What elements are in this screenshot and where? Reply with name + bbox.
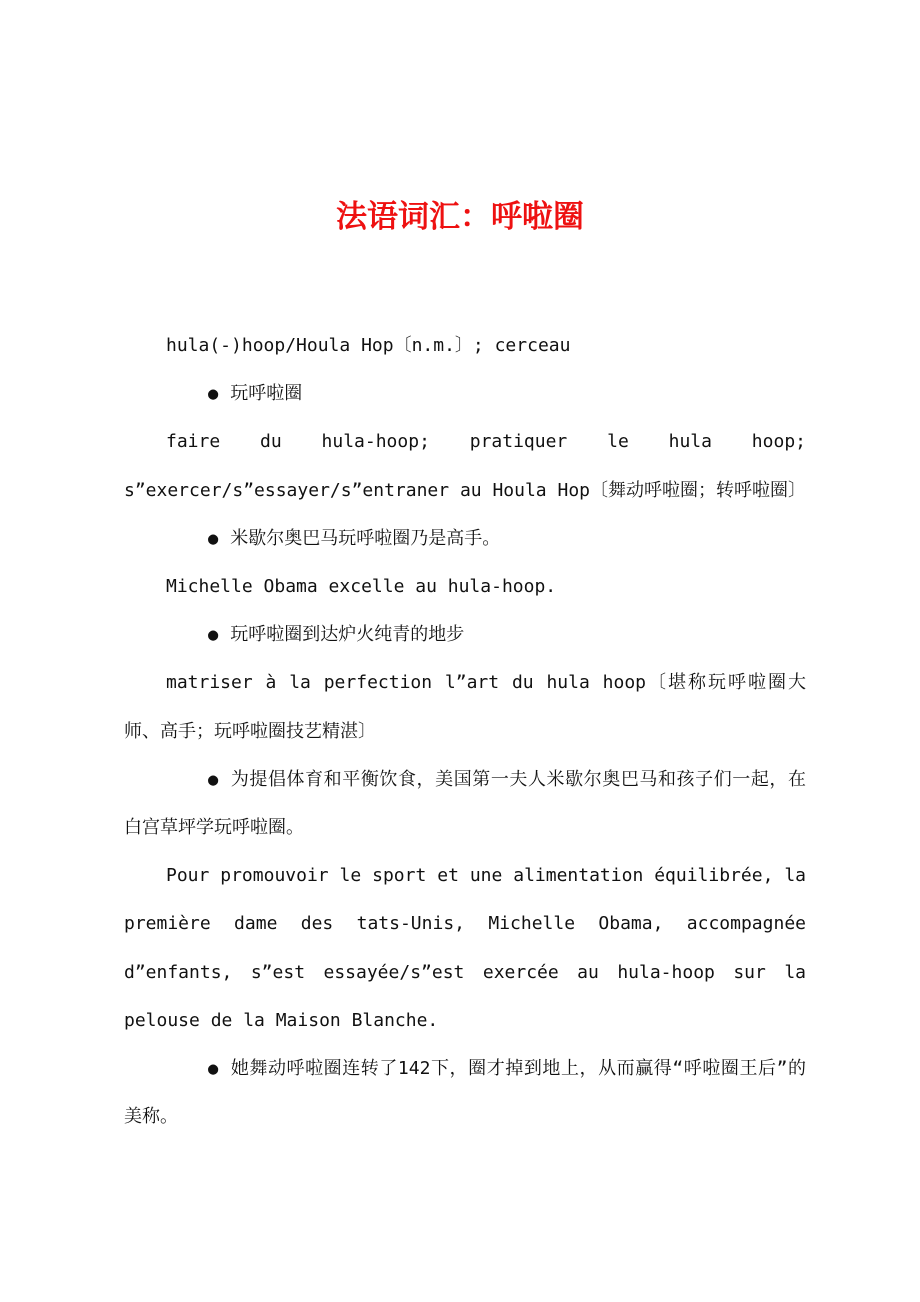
bullet-item bbox=[124, 611, 806, 659]
bullet-icon: ● bbox=[208, 769, 219, 790]
paragraph-translation bbox=[124, 852, 806, 1045]
bullet-item bbox=[124, 756, 806, 852]
paragraph-translation bbox=[124, 418, 806, 514]
paragraph-text: Michelle Obama excelle au hula-hoop. bbox=[166, 576, 557, 598]
paragraph-text: hula(-)hoop/Houla Hop〔n.m.〕; cerceau bbox=[166, 335, 571, 356]
paragraph-translation bbox=[124, 563, 806, 611]
bullet-icon: ● bbox=[208, 384, 219, 405]
paragraph-translation bbox=[124, 659, 806, 755]
paragraph-term bbox=[124, 322, 806, 370]
bullet-icon: ● bbox=[208, 625, 219, 646]
paragraph-text: Pour promouvoir le sport et une alimentation équilibrée, la première dame des tats-Unis, Michelle Obama, accompagnée d”enfants, s”est essayée/s”est exercée au hula-hoop sur la pelouse de la Maison Blanche. bbox=[124, 865, 806, 1031]
paragraph-text: matriser à la perfection l”art du hula hoop〔堪称玩呼啦圈大师、高手；玩呼啦圈技艺精湛〕 bbox=[124, 672, 806, 742]
bullet-text: 她舞动呼啦圈连转了142下，圈才掉到地上，从而赢得“呼啦圈王后”的美称。 bbox=[124, 1058, 806, 1128]
paragraph-text: faire du hula-hoop; pratiquer le hula hoop; s”exercer/s”essayer/s”entraner au Houla Hop〔舞动呼啦圈；转呼啦圈〕 bbox=[124, 431, 806, 501]
document-body bbox=[124, 322, 806, 1141]
bullet-item bbox=[124, 515, 806, 563]
bullet-text: 玩呼啦圈 bbox=[230, 383, 303, 405]
page-title: 法语词汇：呼啦圈 bbox=[336, 199, 584, 235]
bullet-text: 玩呼啦圈到达炉火纯青的地步 bbox=[230, 624, 465, 646]
bullet-icon: ● bbox=[208, 1059, 219, 1080]
bullet-text: 为提倡体育和平衡饮食，美国第一夫人米歇尔奥巴马和孩子们一起，在白宫草坪学玩呼啦圈。 bbox=[124, 768, 806, 839]
bullet-item bbox=[124, 370, 806, 418]
bullet-icon: ● bbox=[208, 528, 219, 549]
bullet-text: 米歇尔奥巴马玩呼啦圈乃是高手。 bbox=[230, 527, 501, 549]
bullet-item bbox=[124, 1045, 806, 1141]
